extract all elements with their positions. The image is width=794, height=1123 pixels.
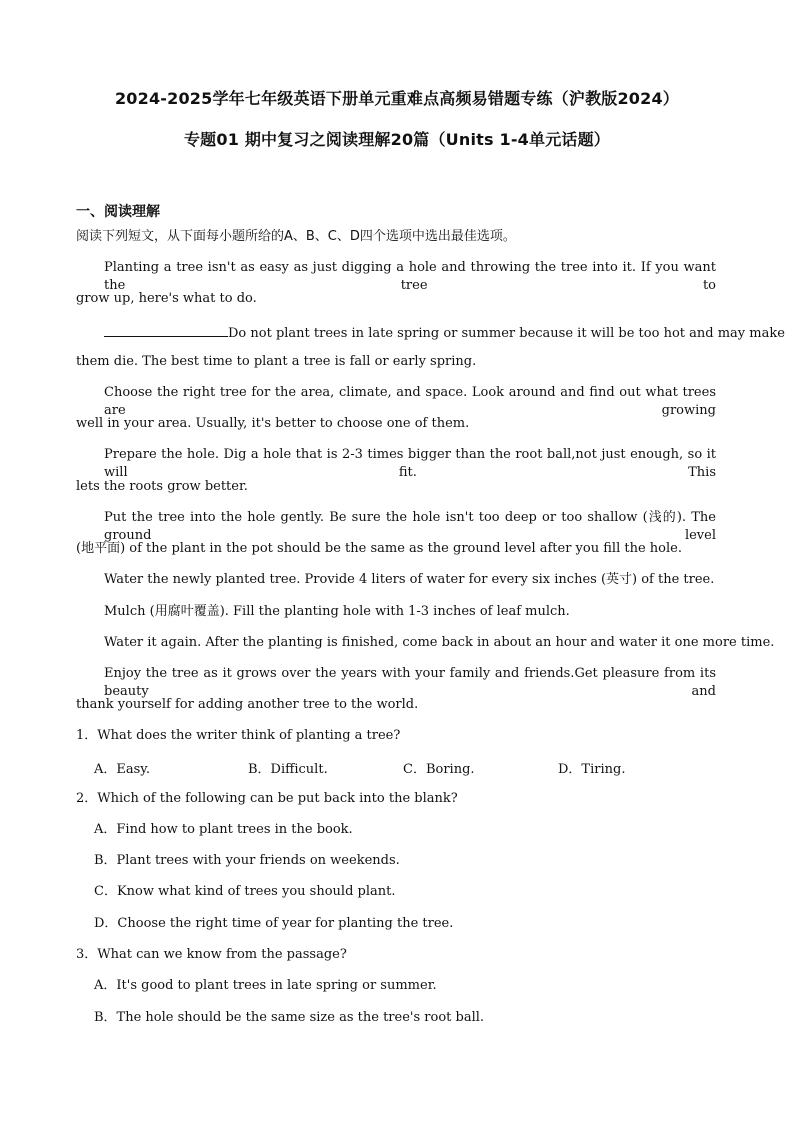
passage-p2-line1 [104, 322, 785, 343]
question-2-option-c[interactable]: C．Know what kind of trees you should plant. [94, 884, 396, 899]
section-instruction: 阅读下列短文，从下面每小题所给的A、B、C、D四个选项中选出最佳选项。 [76, 229, 516, 244]
passage-p6: Water the newly planted tree. Provide 4 liters of water for every six inches (英寸) of the tree. [104, 572, 715, 587]
passage-p8: Water it again. After the planting is finished, come back in about an hour and water it one more time. [104, 635, 775, 650]
passage-p7: Mulch (用腐叶覆盖). Fill the planting hole with 1-3 inches of leaf mulch. [104, 604, 570, 619]
question-1-option-c[interactable]: C．Boring. [403, 762, 475, 777]
answer-blank [104, 322, 228, 337]
question-3-option-a[interactable]: A．It's good to plant trees in late spring or summer. [94, 978, 437, 993]
question-2-stem: 2．Which of the following can be put back into the blank? [76, 791, 458, 806]
question-2-option-b[interactable]: B．Plant trees with your friends on weekends. [94, 853, 400, 868]
section-heading: 一、阅读理解 [76, 204, 160, 220]
document-subtitle: 专题01 期中复习之阅读理解20篇（Units 1-4单元话题） [183, 130, 611, 149]
question-2-option-d[interactable]: D．Choose the right time of year for planting the tree. [94, 916, 454, 931]
question-1-option-d[interactable]: D．Tiring. [558, 762, 626, 777]
passage-p1-line1: Planting a tree isn't as easy as just digging a hole and throwing the tree into it. If you want the tree to [104, 260, 716, 293]
passage-p4-line2: lets the roots grow better. [76, 479, 248, 494]
passage-p9-line1: Enjoy the tree as it grows over the years with your family and friends.Get pleasure from its beauty and [104, 666, 716, 699]
document-title: 2024-2025学年七年级英语下册单元重难点高频易错题专练（沪教版2024） [114, 89, 680, 108]
passage-p3-line2: well in your area. Usually, it's better to choose one of them. [76, 416, 470, 431]
question-1-option-a[interactable]: A．Easy. [94, 762, 151, 777]
passage-p3-line1: Choose the right tree for the area, climate, and space. Look around and find out what trees are growing [104, 385, 716, 418]
question-3-option-b[interactable]: B．The hole should be the same size as the tree's root ball. [94, 1010, 485, 1025]
question-3-stem: 3．What can we know from the passage? [76, 947, 347, 962]
passage-p4-line1: Prepare the hole. Dig a hole that is 2-3 times bigger than the root ball,not just enough, so it will fit. This [104, 447, 716, 480]
passage-p9-line2: thank yourself for adding another tree to the world. [76, 697, 419, 712]
passage-p2-line2: them die. The best time to plant a tree is fall or early spring. [76, 354, 477, 369]
passage-p5-line1: Put the tree into the hole gently. Be sure the hole isn't too deep or too shallow (浅的). The ground level [104, 510, 716, 543]
passage-p5-line2: (地平面) of the plant in the pot should be the same as the ground level after you fill the hole. [76, 541, 682, 556]
question-1-option-b[interactable]: B．Difficult. [248, 762, 328, 777]
passage-p1-line2: grow up, here's what to do. [76, 291, 257, 306]
passage-p2-text: Do not plant trees in late spring or summer because it will be too hot and may make [228, 326, 785, 341]
question-2-option-a[interactable]: A．Find how to plant trees in the book. [94, 822, 353, 837]
question-1-stem: 1．What does the writer think of planting a tree? [76, 728, 401, 743]
